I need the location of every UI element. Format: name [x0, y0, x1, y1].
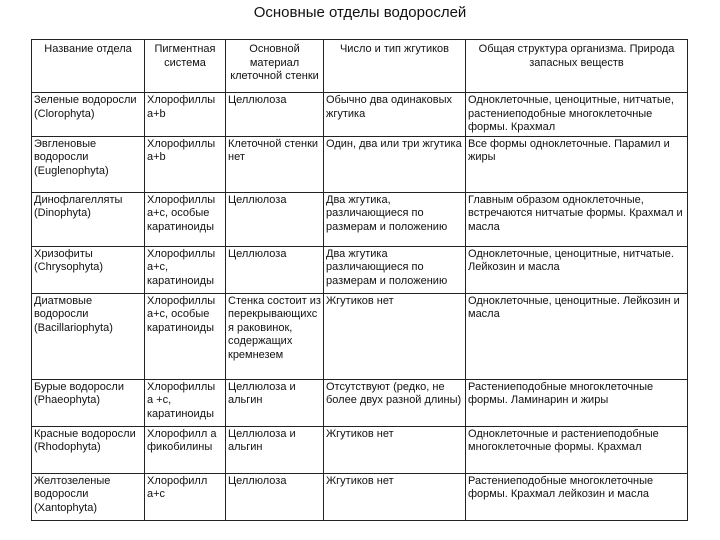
cell-pigment-system: Хлорофиллы a+c, каратиноиды: [145, 246, 226, 293]
header-row: [32, 40, 688, 93]
cell-pigment-system: Хлорофиллы a+c, особые каратиноиды: [145, 192, 226, 246]
cell-division-name: Хризофиты (Chrysophyta): [32, 246, 145, 293]
cell-organism-structure: Растениеподобные многоклеточные формы. Крахмал лейкозин и масла: [466, 473, 688, 520]
cell-organism-structure: Одноклеточные, ценоцитные. Лейкозин и масла: [466, 293, 688, 379]
cell-pigment-system: Хлорофилл a+c: [145, 473, 226, 520]
table-row: [32, 192, 688, 246]
cell-cell-wall-material: Целлюлоза: [226, 246, 324, 293]
cell-organism-structure: Одноклеточные, ценоцитные, нитчатые, растениеподобные многоклеточные формы. Крахмал: [466, 93, 688, 137]
cell-cell-wall-material: Целлюлоза и альгин: [226, 426, 324, 473]
header-pigment-system: Пигментная система: [145, 40, 226, 93]
header-organism-structure: Общая структура организма. Природа запасных веществ: [466, 40, 688, 93]
page-title: Основные отделы водорослей: [253, 4, 467, 21]
cell-organism-structure: Растениеподобные многоклеточные формы. Ламинарин и жиры: [466, 379, 688, 426]
cell-flagella: Обычно два одинаковых жгутика: [324, 93, 466, 137]
cell-organism-structure: Одноклеточные и растениеподобные многоклеточные формы. Крахмал: [466, 426, 688, 473]
cell-division-name: Зеленые водоросли (Clorophyta): [32, 93, 145, 137]
cell-organism-structure: Все формы одноклеточные. Парамил и жиры: [466, 136, 688, 192]
cell-organism-structure: Одноклеточные, ценоцитные, нитчатые. Лейкозин и масла: [466, 246, 688, 293]
table-row: [32, 246, 688, 293]
cell-flagella: Один, два или три жгутика: [324, 136, 466, 192]
cell-division-name: Динофлагелляты (Dinophyta): [32, 192, 145, 246]
table-row: [32, 426, 688, 473]
cell-flagella: Жгутиков нет: [324, 426, 466, 473]
cell-pigment-system: Хлорофиллы a+c, особые каратиноиды: [145, 293, 226, 379]
cell-pigment-system: Хлорофилл a фикобилины: [145, 426, 226, 473]
header-division-name: Название отдела: [32, 40, 145, 93]
cell-flagella: Жгутиков нет: [324, 293, 466, 379]
cell-flagella: Жгутиков нет: [324, 473, 466, 520]
cell-division-name: Диатмовые водоросли (Bacillariophyta): [32, 293, 145, 379]
cell-cell-wall-material: Целлюлоза: [226, 93, 324, 137]
algae-divisions-table: [31, 39, 688, 521]
cell-flagella: Два жгутика, различающиеся по размерам и положению: [324, 192, 466, 246]
cell-cell-wall-material: Целлюлоза: [226, 473, 324, 520]
cell-cell-wall-material: Целлюлоза: [226, 192, 324, 246]
cell-division-name: Красные водоросли (Rhodophyta): [32, 426, 145, 473]
cell-pigment-system: Хлорофиллы a+b: [145, 136, 226, 192]
cell-division-name: Эвгленовые водоросли (Euglenophyta): [32, 136, 145, 192]
cell-cell-wall-material: Стенка состоит из перекрывающихся раковинок, содержащих кремнезем: [226, 293, 324, 379]
table-row: [32, 379, 688, 426]
header-flagella: Число и тип жгутиков: [324, 40, 466, 93]
table-row: [32, 473, 688, 520]
cell-cell-wall-material: Клеточной стенки нет: [226, 136, 324, 192]
cell-pigment-system: Хлорофиллы a+b: [145, 93, 226, 137]
cell-division-name: Бурые водоросли (Phaeophyta): [32, 379, 145, 426]
header-cell-wall-material: Основной материал клеточной стенки: [226, 40, 324, 93]
cell-flagella: Отсутствуют (редко, не более двух разной длины): [324, 379, 466, 426]
cell-flagella: Два жгутика различающиеся по размерам и положению: [324, 246, 466, 293]
cell-division-name: Желтозеленые водоросли (Xantophyta): [32, 473, 145, 520]
table-row: [32, 136, 688, 192]
table-row: [32, 93, 688, 137]
cell-cell-wall-material: Целлюлоза и альгин: [226, 379, 324, 426]
table-row: [32, 293, 688, 379]
cell-organism-structure: Главным образом одноклеточные, встречаются нитчатые формы. Крахмал и масла: [466, 192, 688, 246]
cell-pigment-system: Хлорофиллы a +c, каратиноиды: [145, 379, 226, 426]
